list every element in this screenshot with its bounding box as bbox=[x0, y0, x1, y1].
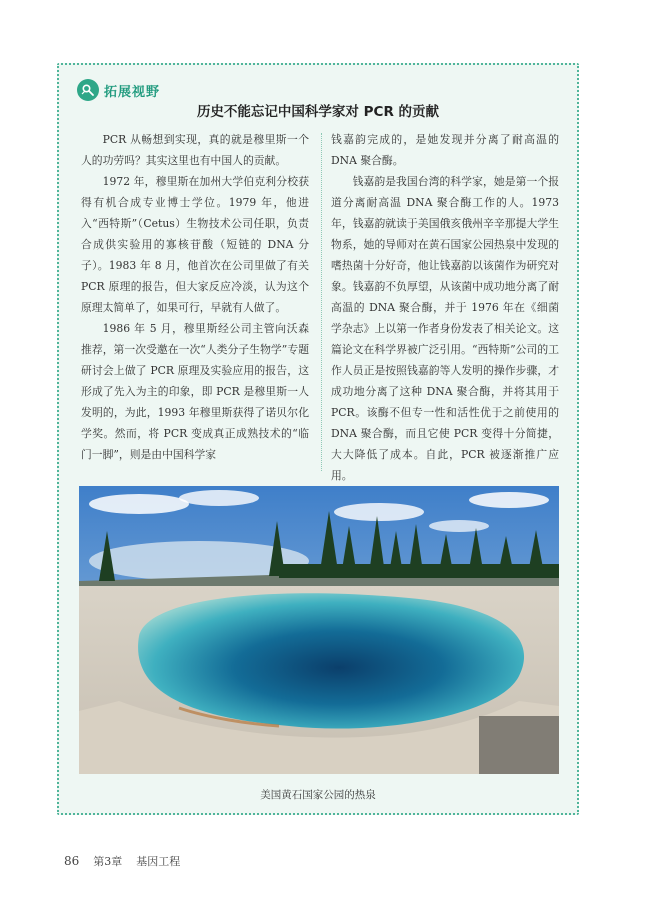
chapter-label: 第3章 bbox=[93, 855, 123, 868]
left-column bbox=[81, 129, 309, 465]
paragraph: 钱嘉韵完成的，是她发现并分离了耐高温的 DNA 聚合酶。 bbox=[331, 133, 559, 167]
photo-caption: 美国黄石国家公园的热泉 bbox=[260, 789, 376, 801]
section-tag-label: 拓展视野 bbox=[104, 84, 161, 100]
extended-view-panel bbox=[57, 63, 579, 815]
column-divider bbox=[321, 133, 322, 471]
paragraph: PCR 从畅想到实现，真的就是穆里斯一个人的功劳吗？其实这里也有中国人的贡献。 bbox=[81, 133, 309, 167]
page-footer bbox=[64, 853, 180, 869]
telescope-icon bbox=[77, 79, 99, 101]
right-column bbox=[331, 129, 559, 486]
article-title: 历史不能忘记中国科学家对 PCR 的贡献 bbox=[196, 104, 440, 120]
page-number: 86 bbox=[64, 854, 80, 868]
section-tag bbox=[77, 79, 160, 101]
paragraph: 1972 年，穆里斯在加州大学伯克利分校获得有机合成专业博士学位。1979 年，他进入“西特斯”（Cetus）生物技术公司任职，负责合成供实验用的寡核苷酸（短链的 DNA 分子）。1983 年 8 月，他首次在公司里做了有关 PCR 原理的报告，但大家反应冷淡，认为这个原理太简单了，如果可行，早就有人做了。 bbox=[81, 175, 309, 314]
paragraph: 钱嘉韵是我国台湾的科学家，她是第一个报道分离耐高温 DNA 聚合酶工作的人。1973 年，钱嘉韵就读于美国俄亥俄州辛辛那提大学生物系，她的导师对在黄石国家公园热泉中发现的嗜热菌十分好奇，他让钱嘉韵以该菌作为研究对象。钱嘉韵不负厚望，从该菌中成功地分离了耐高温的 DNA 聚合酶，并于 1976 年在《细菌学杂志》上以第一作者身份发表了相关论文。这篇论文在科学界被广泛引用。“西特斯”公司的工作人员正是按照钱嘉韵等人发明的操作步骤，才成功地分离了这种 DNA 聚合酶，并将其用于 PCR。该酶不但专一性和活性优于之前使用的 DNA 聚合酶，而且它使 PCR 变得十分简捷，大大降低了成本。自此，PCR 被逐渐推广应用。 bbox=[331, 175, 559, 482]
hot-spring-photo bbox=[79, 486, 559, 774]
paragraph: 1986 年 5 月，穆里斯经公司主管向沃森推荐，第一次受邀在一次“人类分子生物学”专题研讨会上做了 PCR 原理及实验应用的报告，这形成了先入为主的印象，即 PCR 是穆里斯一人发明的，为此，1993 年穆里斯获得了诺贝尔化学奖。然而，将 PCR 变成真正成熟技术的“临门一脚”，则是由中国科学家 bbox=[81, 322, 309, 461]
chapter-title: 基因工程 bbox=[136, 855, 181, 868]
